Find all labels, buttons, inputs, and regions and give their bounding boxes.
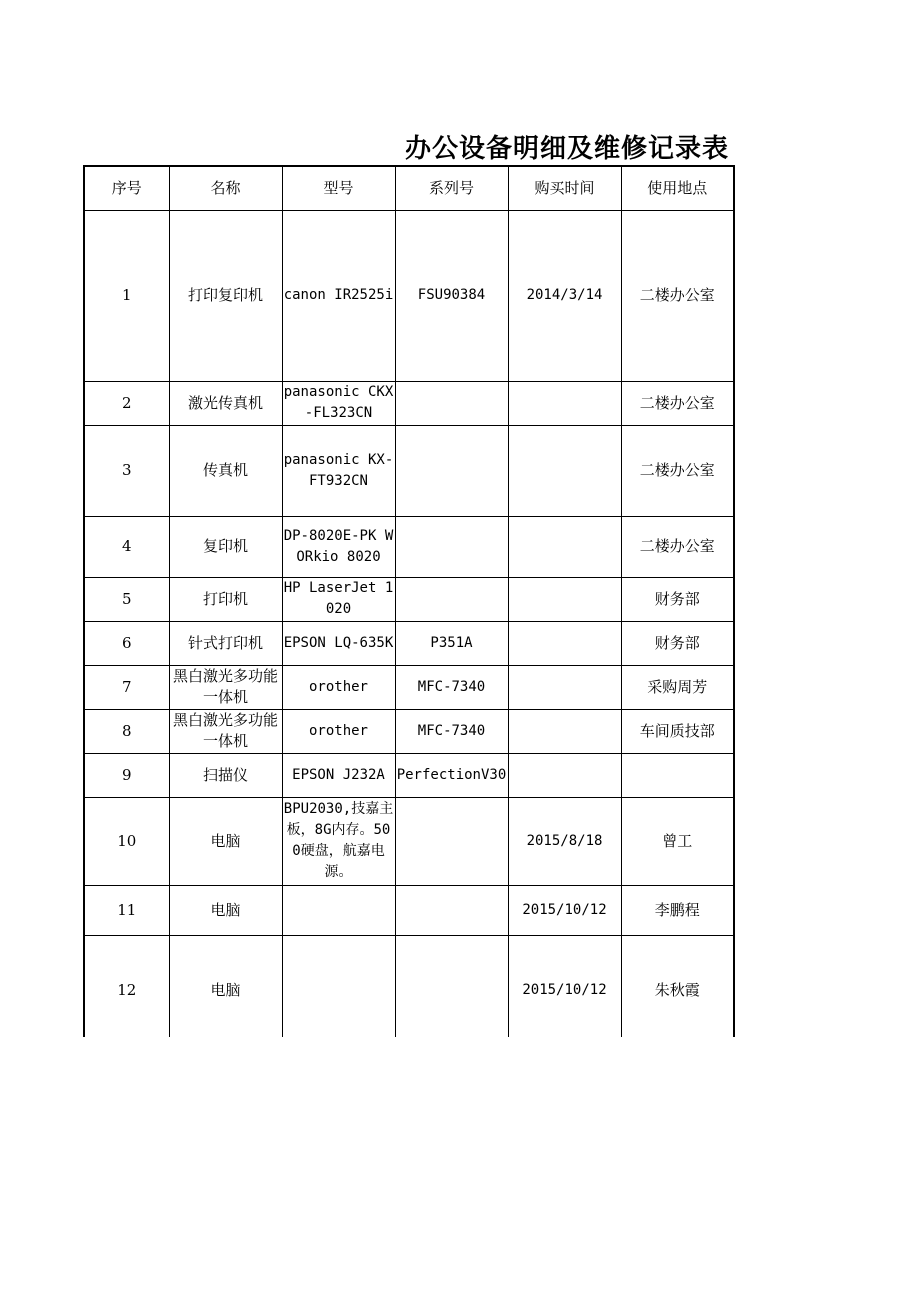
cell-location: 朱秋霞 <box>621 935 734 1037</box>
equipment-table <box>83 165 735 1037</box>
cell-model: panasonic KX-FT932CN <box>282 425 395 516</box>
cell-location: 二楼办公室 <box>621 425 734 516</box>
cell-name: 黑白激光多功能一体机 <box>169 665 282 709</box>
cell-name: 打印机 <box>169 577 282 621</box>
cell-date: 2014/3/14 <box>508 210 621 381</box>
cell-date <box>508 621 621 665</box>
cell-no: 8 <box>84 709 169 753</box>
cell-name: 复印机 <box>169 516 282 577</box>
cell-serial: MFC-7340 <box>395 665 508 709</box>
cell-location: 采购周芳 <box>621 665 734 709</box>
table-row <box>84 516 734 577</box>
cell-model: orother <box>282 709 395 753</box>
cell-location: 财务部 <box>621 621 734 665</box>
cell-model <box>282 885 395 935</box>
cell-serial <box>395 516 508 577</box>
cell-name: 扫描仪 <box>169 753 282 797</box>
cell-serial <box>395 425 508 516</box>
table-row <box>84 753 734 797</box>
cell-no: 2 <box>84 381 169 425</box>
cell-no: 5 <box>84 577 169 621</box>
cell-model: orother <box>282 665 395 709</box>
header-cell-location: 使用地点 <box>621 166 734 210</box>
cell-serial <box>395 381 508 425</box>
cell-name: 传真机 <box>169 425 282 516</box>
table-row <box>84 885 734 935</box>
cell-model: DP-8020E-PK WORkio 8020 <box>282 516 395 577</box>
cell-name: 电脑 <box>169 885 282 935</box>
cell-serial <box>395 935 508 1037</box>
cell-date: 2015/8/18 <box>508 797 621 885</box>
cell-serial <box>395 797 508 885</box>
cell-date <box>508 516 621 577</box>
cell-date <box>508 381 621 425</box>
header-cell-no: 序号 <box>84 166 169 210</box>
cell-date <box>508 709 621 753</box>
table-row <box>84 797 734 885</box>
header-row <box>84 166 734 210</box>
cell-location: 财务部 <box>621 577 734 621</box>
cell-no: 4 <box>84 516 169 577</box>
cell-date <box>508 425 621 516</box>
cell-name: 针式打印机 <box>169 621 282 665</box>
table-row <box>84 210 734 381</box>
cell-serial <box>395 577 508 621</box>
table-row <box>84 665 734 709</box>
cell-date <box>508 577 621 621</box>
cell-serial: PerfectionV30 <box>395 753 508 797</box>
cell-location: 二楼办公室 <box>621 210 734 381</box>
table-row <box>84 935 734 1037</box>
cell-name: 电脑 <box>169 935 282 1037</box>
cell-date: 2015/10/12 <box>508 935 621 1037</box>
cell-serial: P351A <box>395 621 508 665</box>
header-cell-date: 购买时间 <box>508 166 621 210</box>
header-cell-name: 名称 <box>169 166 282 210</box>
cell-date <box>508 753 621 797</box>
cell-location: 二楼办公室 <box>621 381 734 425</box>
cell-name: 黑白激光多功能一体机 <box>169 709 282 753</box>
cell-no: 12 <box>84 935 169 1037</box>
cell-no: 3 <box>84 425 169 516</box>
cell-no: 10 <box>84 797 169 885</box>
cell-name: 打印复印机 <box>169 210 282 381</box>
cell-no: 1 <box>84 210 169 381</box>
cell-date: 2015/10/12 <box>508 885 621 935</box>
cell-location: 车间质技部 <box>621 709 734 753</box>
cell-location: 曾工 <box>621 797 734 885</box>
table-body <box>84 210 734 1037</box>
cell-location: 二楼办公室 <box>621 516 734 577</box>
table-row <box>84 621 734 665</box>
cell-model: EPSON LQ-635K <box>282 621 395 665</box>
cell-serial: MFC-7340 <box>395 709 508 753</box>
cell-no: 7 <box>84 665 169 709</box>
cell-model: panasonic CKX-FL323CN <box>282 381 395 425</box>
cell-date <box>508 665 621 709</box>
cell-name: 激光传真机 <box>169 381 282 425</box>
table-row <box>84 709 734 753</box>
header-cell-model: 型号 <box>282 166 395 210</box>
cell-serial <box>395 885 508 935</box>
cell-no: 9 <box>84 753 169 797</box>
cell-serial: FSU90384 <box>395 210 508 381</box>
equipment-table-container <box>83 165 735 1037</box>
document-title: 办公设备明细及维修记录表 <box>405 134 730 164</box>
cell-no: 6 <box>84 621 169 665</box>
header-cell-serial: 系列号 <box>395 166 508 210</box>
table-row <box>84 425 734 516</box>
cell-model: HP LaserJet 1020 <box>282 577 395 621</box>
table-row <box>84 577 734 621</box>
table-row <box>84 381 734 425</box>
cell-no: 11 <box>84 885 169 935</box>
cell-model: EPSON J232A <box>282 753 395 797</box>
cell-model <box>282 935 395 1037</box>
cell-location <box>621 753 734 797</box>
cell-location: 李鹏程 <box>621 885 734 935</box>
cell-model: BPU2030,技嘉主板，8G内存。500硬盘，航嘉电源。 <box>282 797 395 885</box>
cell-name: 电脑 <box>169 797 282 885</box>
cell-model: canon IR2525i <box>282 210 395 381</box>
